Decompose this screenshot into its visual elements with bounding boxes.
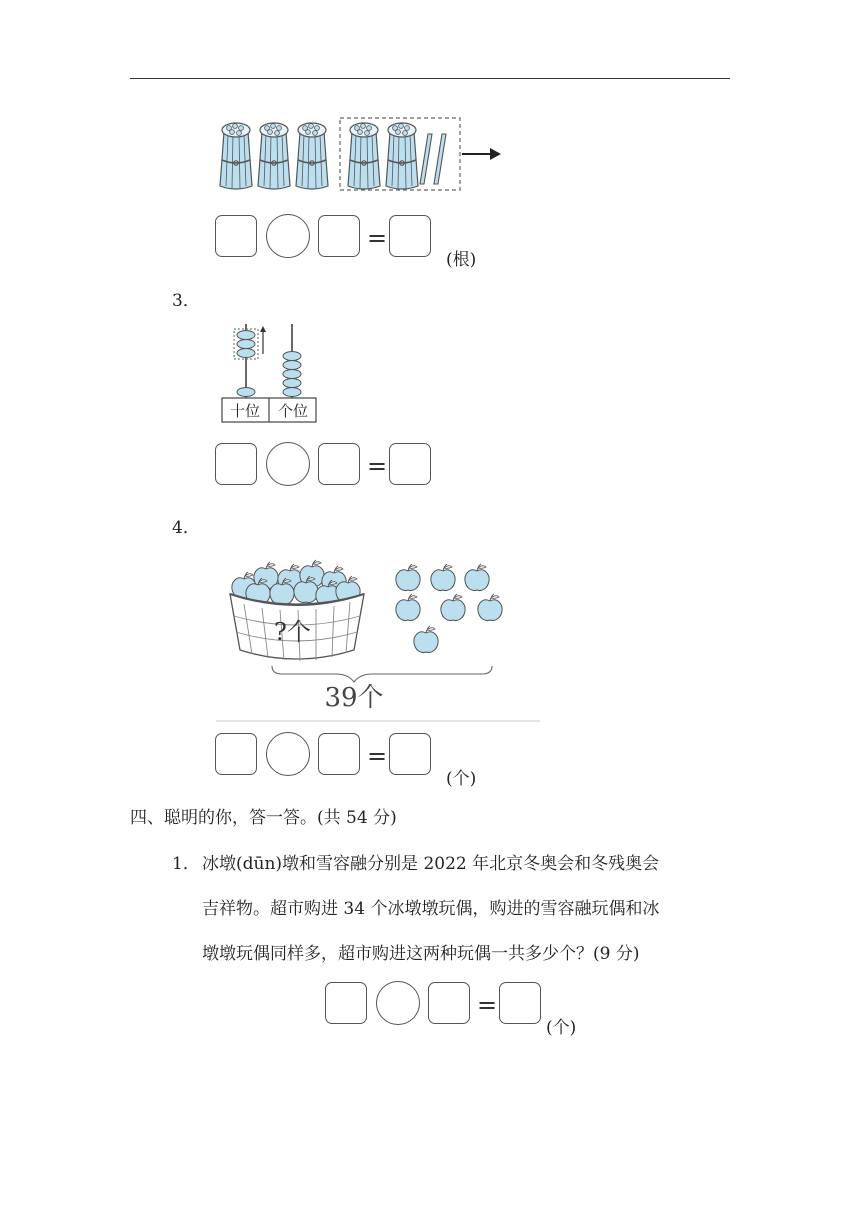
apple-icon [396,564,420,591]
apple-icon [431,564,455,591]
apple-icon [465,564,489,591]
top-rule [130,78,730,79]
answer-box-1[interactable] [325,982,367,1024]
equals-sign: = [367,224,388,252]
stick-bundles-illustration [210,112,510,196]
operator-circle[interactable] [266,732,310,776]
equals-sign: = [477,991,498,1019]
apple-icon [396,594,420,621]
answer-box-1[interactable] [215,215,257,257]
unit-label: (个) [446,769,477,789]
stick-bundle-icon [296,123,328,189]
stick-bundle-icon [258,123,290,189]
apples-illustration [214,554,544,724]
answer-box-result[interactable] [389,215,431,257]
question-text-line-2: 吉祥物。超市购进 34 个冰墩墩玩偶，购进的雪容融玩偶和冰 [202,899,660,919]
stick-bundle-icon [220,123,252,189]
stick-bundle-icon [348,123,380,189]
single-stick-icon [420,134,432,184]
answer-box-2[interactable] [318,733,360,775]
operator-circle[interactable] [266,442,310,486]
basket-unknown-label: ?个 [274,618,311,646]
answer-box-result[interactable] [389,733,431,775]
answer-box-2[interactable] [318,443,360,485]
tens-label: 十位 [229,402,261,420]
answer-box-2[interactable] [318,215,360,257]
apple-icon [441,594,465,621]
total-label: 39个 [324,683,384,713]
operator-circle[interactable] [376,981,420,1025]
equals-sign: = [367,742,388,770]
question-number: 4． [172,518,200,538]
section-heading: 四、聪明的你，答一答。(共 54 分) [130,808,397,828]
brace-icon [272,666,492,682]
unit-label: (根) [446,250,477,270]
up-arrow-icon [260,326,266,354]
equals-sign: = [367,452,388,480]
abacus-icon [218,320,328,424]
stick-bundle-icon [386,123,418,189]
question-number: 1． [172,854,200,874]
apple-icon [414,626,438,653]
operator-circle[interactable] [266,214,310,258]
ones-label: 个位 [277,402,309,420]
answer-box-result[interactable] [389,443,431,485]
answer-box-1[interactable] [215,733,257,775]
answer-box-2[interactable] [428,982,470,1024]
apple-icon [478,594,502,621]
answer-box-result[interactable] [499,982,541,1024]
question-text-line-1: 冰墩(dūn)墩和雪容融分别是 2022 年北京冬奥会和冬残奥会 [202,854,660,874]
single-stick-icon [434,134,446,184]
question-text-line-3: 墩墩玩偶同样多，超市购进这两种玩偶一共多少个？(9 分) [202,944,640,964]
unit-label: (个) [546,1018,577,1038]
arrow-icon [462,148,501,160]
answer-box-1[interactable] [215,443,257,485]
question-number: 3． [172,291,200,311]
